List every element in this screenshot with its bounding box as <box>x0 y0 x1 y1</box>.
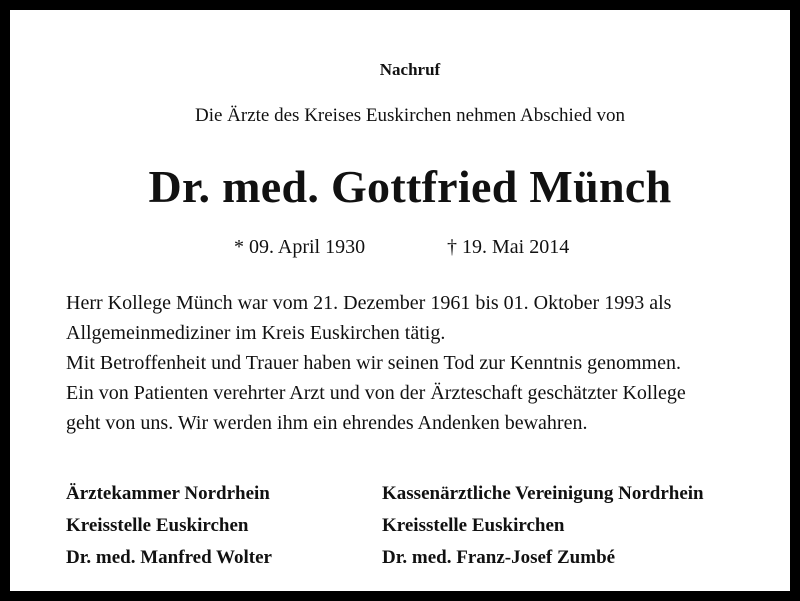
death-date: † 19. Mai 2014 <box>447 236 570 258</box>
body-line: Mit Betroffenheit und Trauer haben wir seinen Tod zur Kenntnis genommen. <box>66 352 681 374</box>
signature-block-right <box>382 478 704 574</box>
signature-office: Kreisstelle Euskirchen <box>66 515 249 536</box>
signature-person: Dr. med. Manfred Wolter <box>66 547 272 568</box>
deceased-name: Dr. med. Gottfried Münch <box>148 161 672 212</box>
body-line: Herr Kollege Münch war vom 21. Dezember 1961 bis 01. Oktober 1993 als <box>66 292 672 314</box>
signature-office: Kreisstelle Euskirchen <box>382 515 565 536</box>
notice-intro: Die Ärzte des Kreises Euskirchen nehmen Abschied von <box>194 105 625 126</box>
body-line: geht von uns. Wir werden ihm ein ehrendes Andenken bewahren. <box>66 412 588 434</box>
notice-body <box>66 288 766 438</box>
signature-organization: Kassenärztliche Vereinigung Nordrhein <box>382 483 704 504</box>
birth-date: * 09. April 1930 <box>234 236 366 258</box>
notice-heading: Nachruf <box>379 60 441 79</box>
signature-block-left <box>66 478 272 574</box>
signature-person: Dr. med. Franz-Josef Zumbé <box>382 547 616 568</box>
signature-organization: Ärztekammer Nordrhein <box>66 483 270 504</box>
body-line: Ein von Patienten verehrter Arzt und von der Ärzteschaft geschätzter Kollege <box>66 382 686 404</box>
body-line: Allgemeinmediziner im Kreis Euskirchen tätig. <box>66 322 446 344</box>
